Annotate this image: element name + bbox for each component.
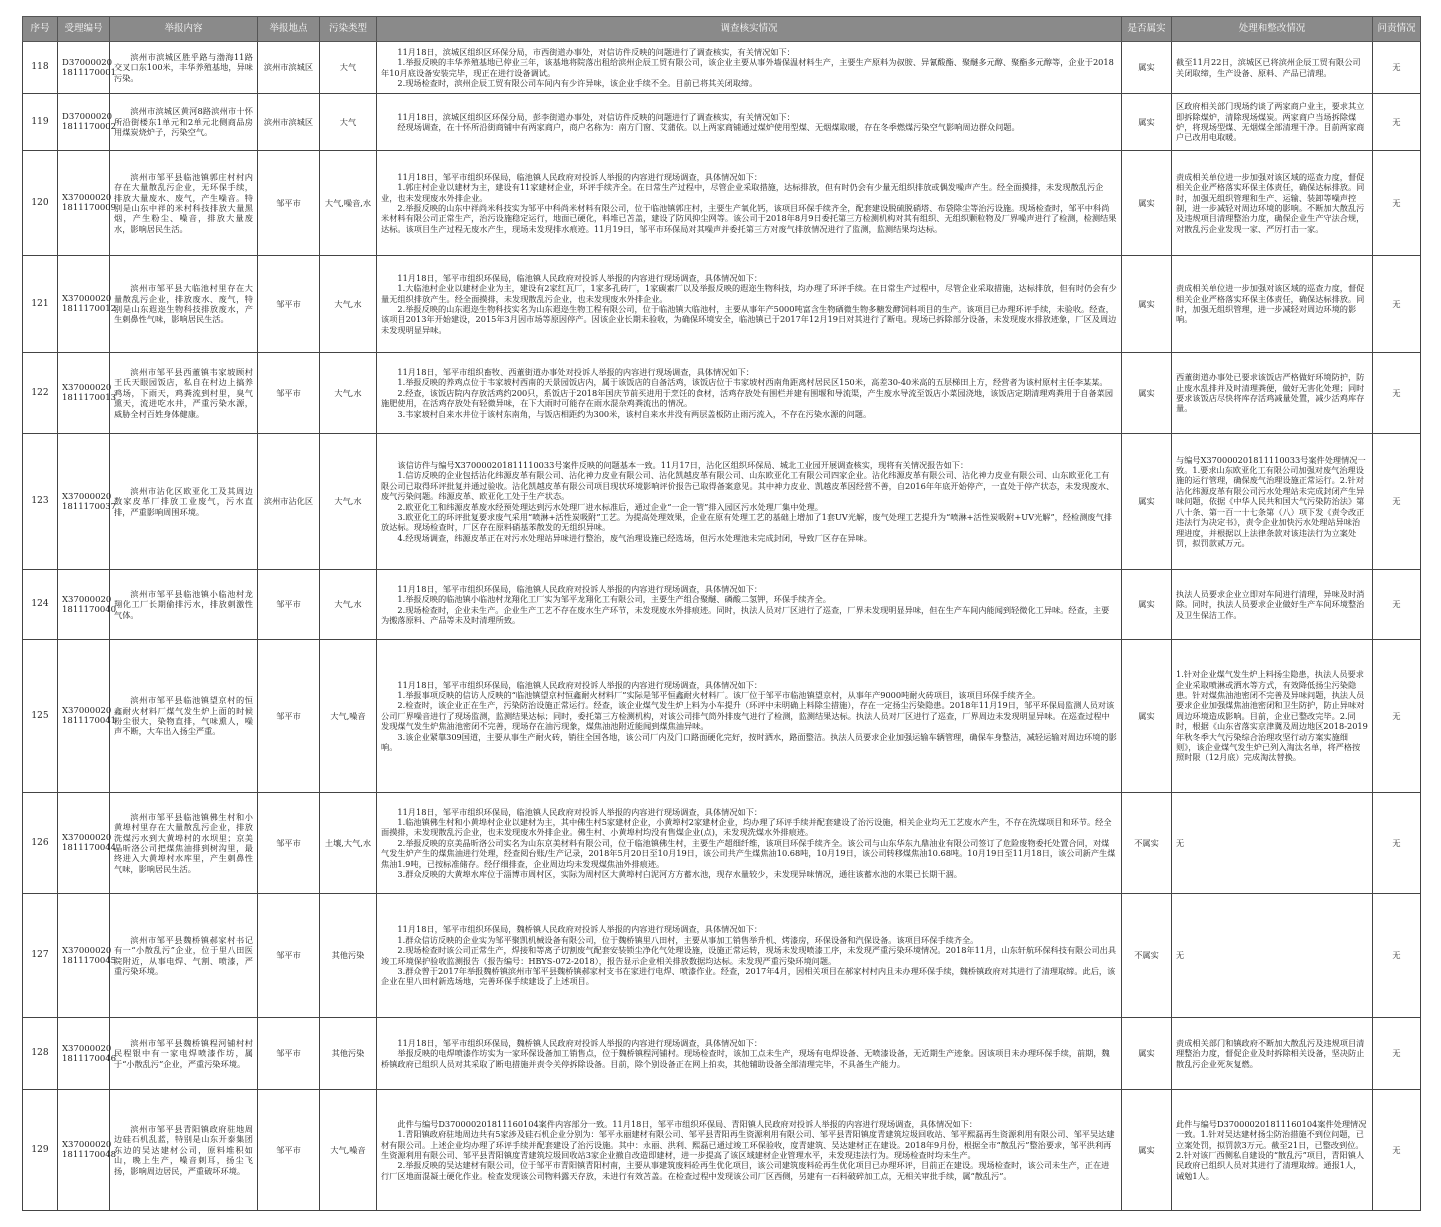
survey-paragraph: 2.举报反映的山东遐迩生物科技实名为山东遐迩生物工程有限公司，位于临池镇大临池村，主要从事年产5000吨富含生物硒微生物多糖发酵饲料项目的生产。该项目已办理环评手续，未验收。经查，该项目2013年开始建设，2015年3月因市场等原因停产。因该企业长期未验收，为确保环境安全，临池镇已于2017年12月19日对其进行了断电。现场已拆除部分设备，未发现废水排放迹象，厂区及周边未发现明显异味。 — [381, 304, 1117, 335]
row-location: 邹平市 — [258, 151, 320, 256]
survey-paragraph: 举报反映的电焊喷漆作坊实为一家环保设备加工销售点，位于魏桥镇程河铺村。现场检查时，该加工点未生产，现场有电焊设备、无喷漆设备，无近期生产迹象。因该项目未办理环保手续，前期，魏桥镇政府已组织人员对其采取了断电措施并责令关停拆除设备。目前，除个别设备正在网上拍卖，其他辅助设备全部清理完毕，不具备生产能力。 — [381, 1048, 1110, 1069]
survey-paragraph: 1.郭庄村企业以建材为主，建设有11家建材企业，环评手续齐全。在日常生产过程中，尽管企业采取措施，达标排放，但有时仍会有少量无组织排放或偶发噪声产生。经全面摸排，未发现散乱污企业，也未发现废水外排企业。 — [381, 182, 1104, 203]
survey-paragraph: 11月18日，滨城区组织区环保分局，市西街道办事处，对信访件反映的问题进行了调查核实，有关情况如下： — [397, 46, 795, 57]
survey-paragraph: 1.举报反映的丰华养殖基地已停业三年，该基地将院落出租给滨州企辰工贸有限公司，该企业主要从事外墙保温材料生产，主要生产原料为叔胺、异氰酸酯、聚醚多元醇、聚酯多元醇等，企业于2018年10月底设备安装完毕，现正在进行设备调试。 — [381, 57, 1114, 78]
table-row — [23, 151, 1421, 256]
survey-paragraph: 11月18日，邹平市组织环保局，魏桥镇人民政府对投诉人举报的内容进行现场调查，具体情况如下： — [397, 1037, 763, 1048]
survey-paragraph: 2.现场检查时，企业未生产。企业生产工艺不存在废水生产环节，未发现废水外排痕迹。同时，执法人员对厂区进行了巡查，厂界未发现明显异味，但在生产车间内能闻到轻微化工异味。经查，主要为搬落原料、产品等未及时清理所致。 — [381, 604, 1110, 625]
row-verified: 属实 — [1122, 1018, 1172, 1090]
survey-paragraph: 该信访件与编号X370000201811110033号案件反映的问题基本一致。11月17日，沾化区组织环保局、城北工业园开展调查核实，现将有关情况报告如下： — [397, 459, 969, 470]
row-pollution: 其他污染 — [320, 894, 377, 1018]
row-accountability: 无 — [1373, 640, 1421, 793]
row-id: X37000020 1811170044 — [58, 793, 110, 894]
row-accountability: 无 — [1373, 1090, 1421, 1211]
header-seq: 序号 — [23, 17, 58, 42]
survey-paragraph: 1.大临池村企业以建材企业为主，建设有2家红瓦厂，1家多孔砖厂，1家碳素厂以及举报反映的遐迩生物科技，均办理了环评手续。在日常生产过程中，尽管企业采取措施，达标排放，但有时仍会有少量无组织排放产生。经全面摸排，未发现散乱污企业，也未发现废水外排企业。 — [381, 283, 1117, 304]
survey-paragraph: 1.举报反映的养鸡点位于韦家坡村西南的天景园饭店内，属于该饭店的自备活鸡，该饭店位于韦家坡村西南角距离村居民区150米，高差30-40米高的五层梯田上方，经营者为该村原村主任李某某。 — [397, 377, 1108, 388]
row-accountability: 无 — [1373, 570, 1421, 640]
row-survey — [377, 570, 1122, 640]
row-handling: 责成相关部门和镇政府不断加大散乱污及违规项目清理整治力度，督促企业及时拆除相关设备，坚决防止散乱污企业死灰复燃。 — [1172, 1018, 1373, 1090]
row-survey — [377, 1090, 1122, 1211]
row-survey — [377, 434, 1122, 570]
row-id: X37000020 1811170037 — [58, 434, 110, 570]
row-pollution: 大气 — [320, 42, 377, 94]
row-seq: 125 — [23, 640, 58, 793]
row-handling: 执法人员要求企业立即对车间进行清理，异味及时消除。同时，执法人员要求企业做好生产车间环境整治及卫生保洁工作。 — [1172, 570, 1373, 640]
survey-paragraph: 1.青阳镇政府驻地周边共有5家涉及硅石机企业分别为：邹平永丽建材有限公司、邹平县青阳再生资源利用有限公司、邹平县青阳镇度青建筑垃圾回收站、邹平熙磊再生资源利用有限公司、邹平吴达建材有限公司。上述企业均办理了环评手续并配套建设了治污设施。其中：永丽、洪利、熙磊已通过竣工环保验收，度青建筑、吴达建材正在建设。2018年9月份，根据全市“散乱污”整治要求，邹平洪利再生资源利用有限公司、邹平县青阳镇度青建筑垃圾回收站3家企业撤自改造即建材，进一步提高了该区域建材企业管理水平，未发现违法行为。现场检查时均未生产。 — [381, 1129, 1115, 1160]
row-survey — [377, 42, 1122, 94]
row-location: 邹平市 — [258, 570, 320, 640]
survey-paragraph: 4.经现场调查，纬源皮革正在对污水处理站异味进行整治，废气治理设施已经选场，但污水处理池未完成封闭，导致厂区存在异味。 — [397, 532, 872, 543]
survey-paragraph: 2.举报反映的山东中祥尚米科技实为邹平中科尚米材料有限公司，位于临池镇郭庄村，主要生产氧化钙，该项目环保手续齐全，配套建设脱硫脱硝塔、布袋除尘等治污设施。现场检查时，邹平中科尚米材料有限公司正常生产，治污设施稳定运行，地面已硬化，料堆已苫盖，建设了防风抑尘网等。该公司于2018年8月9日委托第三方检测机构对其有组织、无组织颗粒物及厂界噪声进行了检测，检测结果达标。该项目生产过程无废水产生，现场未发现排水痕迹。11月19日，邹平市环保局对其噪声并委托第三方对废气排放情况进行了监测，监测结果均达标。 — [381, 203, 1117, 234]
row-location: 滨州市滨城区 — [258, 42, 320, 94]
row-id: D37000020 1811170001 — [58, 42, 110, 94]
row-seq: 122 — [23, 353, 58, 434]
table-row — [23, 256, 1421, 353]
row-handling: 截至11月22日，滨城区已将滨州企辰工贸有限公司关闭取缔，生产设备、原料、产品已清理。 — [1172, 42, 1373, 94]
row-location: 邹平市 — [258, 793, 320, 894]
row-accountability: 无 — [1373, 256, 1421, 353]
table-row — [23, 94, 1421, 151]
row-content: 滨州市邹平县大临池村里存在大量散乱污企业，排放废水、废气，特别是山东遐迩生物科技排放废水，产生刺鼻性气味，影响居民生活。 — [110, 256, 258, 353]
survey-paragraph: 1.信访反映的企业包括沾化纬源皮革有限公司、沾化神力皮业有限公司、沾化凯越皮革有限公司、山东欧亚化工有限公司四家企业。沾化纬源皮革有限公司、沾化神力皮业有限公司、山东欧亚化工有限公司已取得环评批复并通过验收。沾化凯越皮革有限公司项目现状环境影响评价报告已取得备案意见。其中神力皮业、凯越皮革因经营不善，自2016年年底开始停产，一直处于停产状态，未发现废水、废气污染问题。纬源皮革、欧亚化工处于生产状态。 — [381, 470, 1115, 502]
row-verified: 属实 — [1122, 353, 1172, 434]
row-content: 滨州市邹平县临池镇望京村的恒鑫耐火材料厂煤气发生炉上面的时候粉尘很大，染物直排，气味熏人，噪声不断，大车出入扬尘严重。 — [110, 640, 258, 793]
row-content: 滨州市邹平县青阳镇政府驻地周边硅石机乱蓝，特别是山东开泰集团东边的吴达建材公司，原料堆积如山，晚上生产，噪音刺耳，扬尘飞扬，影响周边居民，严重破坏环境。 — [110, 1090, 258, 1211]
survey-paragraph: 经现场调查，在十怀所沿街商铺中有两家商户，商户名称为：南方门窗、艾蒲依。以上两家商铺通过煤炉使用型煤、无烟煤取暖，存在冬季燃煤污染空气影响周边群众问题。 — [397, 122, 1020, 132]
header-id: 受理编号 — [58, 17, 110, 42]
row-seq: 129 — [23, 1090, 58, 1211]
table-row — [23, 1018, 1421, 1090]
row-accountability: 无 — [1373, 42, 1421, 94]
row-survey — [377, 94, 1122, 151]
row-accountability: 无 — [1373, 894, 1421, 1018]
row-seq: 128 — [23, 1018, 58, 1090]
row-id: X37000020 1811170046 — [58, 1018, 110, 1090]
complaint-table — [22, 16, 1421, 1211]
table-row — [23, 894, 1421, 1018]
table-row — [23, 353, 1421, 434]
row-seq: 119 — [23, 94, 58, 151]
row-location: 滨州市沾化区 — [258, 434, 320, 570]
row-pollution: 大气,水 — [320, 256, 377, 353]
survey-paragraph: 11月18日，邹平市组织环保局，临池镇人民政府对投诉人举报的内容进行现场调查，具体情况如下： — [397, 171, 763, 182]
row-verified: 属实 — [1122, 42, 1172, 94]
row-handling: 责成相关单位进一步加强对该区域的巡查力度，督促相关企业严格落实环保主体责任，确保达标排放。同时，加强无组织管理，进一步减轻对周边环境的影响。 — [1172, 256, 1373, 353]
survey-paragraph: 1.群众信访反映的企业实为邹平聚凯机械设备有限公司，位于魏桥镇里八田村，主要从事加工销售举升机、烤漆房，环保设备和汽保设备。该项目环保手续齐全。 — [397, 934, 979, 945]
row-verified: 不属实 — [1122, 894, 1172, 1018]
survey-paragraph: 2.现场检查时，滨州企辰工贸有限公司车间内有少许异味，该企业手续不全。目前已将其关闭取缔。 — [397, 77, 758, 88]
row-verified: 属实 — [1122, 1090, 1172, 1211]
row-id: X37000020 1811170012 — [58, 256, 110, 353]
survey-paragraph: 11月18日，邹平市组织畜牧、西董街道办事处对投诉人举报的内容进行现场调查，具体情况如下： — [397, 366, 754, 377]
row-pollution: 其他污染 — [320, 1018, 377, 1090]
row-seq: 127 — [23, 894, 58, 1018]
header-survey: 调查核实情况 — [377, 17, 1122, 42]
table-row — [23, 42, 1421, 94]
row-survey — [377, 640, 1122, 793]
row-pollution: 大气,噪音 — [320, 1090, 377, 1211]
row-verified: 属实 — [1122, 94, 1172, 151]
row-id: X37000020 1811170048 — [58, 1090, 110, 1211]
row-pollution: 大气,噪音,水 — [320, 151, 377, 256]
row-location: 邹平市 — [258, 640, 320, 793]
row-accountability: 无 — [1373, 793, 1421, 894]
survey-paragraph: 2.举报反映的京美晶昕洛公司实名为山东京美材料有限公司，位于临池镇佛生村，主要生产超细纤维，该项目环保手续齐全。该公司与山东华东九鼎油业有限公司签订了危险废物委托处置合同，对煤气发生炉产生的煤焦油进行处理，经查阅台账/生产记录，2018年5月20日至10月19日，该公司共产生煤焦油10.68吨，10月19日，该公司转移煤焦油10.68吨。10月19日至11月18日，该公司新产生煤焦油1.9吨，已按标准储存。经仔细排查，企业周边均未发现煤焦油外排痕迹。 — [381, 837, 1116, 869]
row-content: 滨州市邹平县临池镇郭庄村村内存在大量散乱污企业，无环保手续，排放大量废水、废气，产生噪音。特别是山东中祥的米村科技排放大量黑烟，产生粉尘、噪音，排放大量废水，影响居民生活。 — [110, 151, 258, 256]
report-table-container — [22, 16, 1420, 1211]
survey-paragraph: 1.举报反映的临池镇小临池村龙翔化工厂实为邹平龙翔化工有限公司，主要生产组合聚醚、磷酸二氢钾，环保手续齐全。 — [397, 594, 831, 605]
row-handling: 1.针对企业煤气发生炉上料扬尘隐患，执法人员要求企业采取喷淋或洒水等方式，有效降低扬尘污染隐患。针对煤焦油池密闭不完善及异味问题，执法人员要求企业加强煤焦油池密闭和卫生防护，防止异味对周边环境造成影响。目前，企业已整改完毕。2.同时，根据《山东省落实京津冀及周边地区2018-2019年秋冬季大气污染综合治理攻坚行动方案实施细则》，该企业煤气发生炉已列入淘汰名单，将严格按照时限（12月底）完成淘汰替换。 — [1172, 640, 1373, 793]
header-pollution: 污染类型 — [320, 17, 377, 42]
table-body — [23, 42, 1421, 1211]
survey-paragraph: 3.群众曾于2017年举报魏桥镇滨州市邹平县魏桥镇郝家村支书在家进行电焊、喷漆作业。经查，2017年4月，因相关项目在郝家村村内且未办理环保手续，魏桥镇政府对其进行了清理取缔。此后，该企业在里八田村新选场地，完善环保手续建设了上述项目。 — [381, 965, 1116, 987]
row-id: X37000020 1811170045 — [58, 894, 110, 1018]
row-pollution: 大气 — [320, 94, 377, 151]
row-seq: 121 — [23, 256, 58, 353]
table-row — [23, 570, 1421, 640]
survey-paragraph: 此件与编号D370000201811160104案件内容部分一致。11月18日，邹平市组织环保局、青阳镇人民政府对投诉人举报的内容进行现场调查，具体情况如下： — [397, 1118, 978, 1129]
survey-paragraph: 1.举报事项反映的信访人反映的“临池镇望京村恒鑫耐火材料厂”实际是邹平恒鑫耐火材料厂。该厂位于邹平市临池镇望京村，从事年产9000吨耐火砖项目，该项目环保手续齐全。 — [397, 689, 1041, 700]
row-survey — [377, 353, 1122, 434]
row-id: X37000020 1811170041 — [58, 640, 110, 793]
row-content: 滨州市沾化区欧亚化工及其周边数家皮革厂排放工业废气，污水直排，严重影响周围环境。 — [110, 434, 258, 570]
row-survey — [377, 1018, 1122, 1090]
survey-paragraph: 3.群众反映的大黄埠水库位于淄博市周村区，实际为周村区大黄埠村白泥河方方蓄水池，现存水量较少，未发现异味情况，通往该蓄水池的水渠已长期干涸。 — [397, 869, 962, 880]
header-accountability: 问责情况 — [1373, 17, 1421, 42]
row-seq: 118 — [23, 42, 58, 94]
survey-paragraph: 11月18日，滨城区组织区环保分局，彭李街道办事处，对信访件反映的问题进行了调查核实，有关情况如下： — [397, 111, 795, 122]
row-handling: 无 — [1172, 793, 1373, 894]
header-verified: 是否属实 — [1122, 17, 1172, 42]
row-id: D37000020 1811170002 — [58, 94, 110, 151]
row-content: 滨州市滨城区胜乎路与渤海11路交叉口东100米，丰华养殖基地，异味污染。 — [110, 42, 258, 94]
row-pollution: 大气,水 — [320, 353, 377, 434]
row-id: X37000020 1811170040 — [58, 570, 110, 640]
row-content: 滨州市邹平县魏桥镇程河铺村村民程银中有一家电焊喷漆作坊，属于“小散乱污”企业，严重污染环境。 — [110, 1018, 258, 1090]
table-row — [23, 434, 1421, 570]
row-handling: 与编号X370000201811110033号案件处理情况一致。1.要求山东欧亚化工有限公司加强对废气治理设施的运行管理，确保废气治理设施正常运行。2.针对沾化纬源皮革有限公司污水处理站未完成封闭产生异味问题，依据《中华人民共和国大气污染防治法》第八十条、第一百一十七条第（八）项下发《责令改正违法行为决定书》，责令企业加快污水处理站异味治理进度，并根据以上法律条款对该违法行为立案处罚，拟罚款贰万元。 — [1172, 434, 1373, 570]
row-content: 滨州市滨城区黄河8路滨州市十怀所沿街楼东1单元和2单元北侧商品房用煤炭烧炉子，污染空气。 — [110, 94, 258, 151]
row-pollution: 土壤,大气,水 — [320, 793, 377, 894]
survey-paragraph: 11月18日，邹平市组织环保局，临池镇人民政府对投诉人举报的内容进行现场调查，具体情况如下： — [397, 272, 763, 283]
row-survey — [377, 256, 1122, 353]
row-location: 滨州市滨城区 — [258, 94, 320, 151]
header-location: 举报地点 — [258, 17, 320, 42]
row-id: X37000020 1811170013 — [58, 353, 110, 434]
row-content: 滨州市邹平县临池镇小临池村龙翔化工厂长期偷排污水，排放刺激性气体。 — [110, 570, 258, 640]
row-pollution: 大气,水 — [320, 434, 377, 570]
row-accountability: 无 — [1373, 94, 1421, 151]
row-accountability: 无 — [1373, 151, 1421, 256]
row-location: 邹平市 — [258, 1018, 320, 1090]
row-content: 滨州市邹平县临池镇佛生村和小黄埠村里存在大量散乱污企业，排放洗煤污水到大黄埠村的水坝里；京美晶昕洛公司把煤焦油排到树沟里，最终进入大黄埠村水库里，产生刺鼻性气味，影响居民生活。 — [110, 793, 258, 894]
table-header-row — [23, 17, 1421, 42]
row-content: 滨州市邹平县魏桥镇郝家村书记有一“小散乱污”企业，位于里八田医院附近，从事电焊、气割、喷漆，严重污染环境。 — [110, 894, 258, 1018]
table-row — [23, 793, 1421, 894]
row-verified: 属实 — [1122, 256, 1172, 353]
row-location: 邹平市 — [258, 1090, 320, 1211]
row-location: 邹平市 — [258, 353, 320, 434]
row-pollution: 大气,水 — [320, 570, 377, 640]
row-handling: 西董街道办事处已要求该饭店严格做好环境防护，防止废水乱排并及时清理粪便，做好无害化处理；同时要求该饭店尽快将库存活鸡减量处置，减少活鸡库存量。 — [1172, 353, 1373, 434]
table-row — [23, 1090, 1421, 1211]
header-handling: 处理和整改情况 — [1172, 17, 1373, 42]
row-seq: 120 — [23, 151, 58, 256]
row-location: 邹平市 — [258, 256, 320, 353]
row-verified: 属实 — [1122, 151, 1172, 256]
survey-paragraph: 3.该企业紧靠309国道，主要从事生产耐火砖，销往全国各地，该公司厂内及门口路面硬化完好，按时洒水，路面整洁。执法人员要求企业加强运输车辆管理，确保车身整洁，减轻运输对周边环境的影响。 — [381, 731, 1117, 753]
row-accountability: 无 — [1373, 1018, 1421, 1090]
row-seq: 124 — [23, 570, 58, 640]
row-survey — [377, 151, 1122, 256]
row-location: 邹平市 — [258, 894, 320, 1018]
row-pollution: 大气,噪音 — [320, 640, 377, 793]
survey-paragraph: 3.韦家坡村自来水井位于该村东南角，与饭店相距约为300米，该村自来水井没有两层盖板防止雨污流入，不存在污染水源的问题。 — [397, 408, 872, 419]
row-verified: 不属实 — [1122, 793, 1172, 894]
row-handling: 责成相关单位进一步加强对该区域的巡查力度，督促相关企业严格落实环保主体责任，确保达标排放。同时，加强无组织管理和生产、运输、装卸等噪声控制，进一步减轻对周边环境的影响。不断加大散乱污及违规项目清理整治力度，确保企业生产守法合规，对散乱污企业发现一家、严厉打击一家。 — [1172, 151, 1373, 256]
row-verified: 属实 — [1122, 640, 1172, 793]
survey-paragraph: 2.举报反映的吴达建材有限公司，位于邹平市青阳镇青阳村南，主要从事建筑废料砼再生优化项目，该公司建筑废料砼再生优化项目已办理环评，目前正在建设。现场检查时，该公司未生产，正在进行厂区地面混凝土硬化作业。检查发现该公司物料露天存放，未进行有效苫盖。在检查过程中发现该公司厂区西侧，另建有一石料破碎加工点，无相关审批手续，属“散乱污”。 — [381, 1160, 1110, 1181]
row-handling: 区政府相关部门现场约谈了两家商户业主，要求其立即拆除煤炉，清除现场煤炭。两家商户当场拆除煤炉，将现场型煤、无烟煤全部清理干净。目前两家商户已改用电取暖。 — [1172, 94, 1373, 151]
row-verified: 属实 — [1122, 434, 1172, 570]
row-accountability: 无 — [1373, 434, 1421, 570]
row-survey — [377, 793, 1122, 894]
survey-paragraph: 3.欧亚化工的环评批复要求废气采用“喷淋+活性炭吸附”工艺。为提高处理效果，企业在原有处理工艺的基础上增加了1套UV光解，废气处理工艺提升为“喷淋+活性炭吸附+UV光解”，经检测废气排放达标。现场检查时，厂区存在原料硝基苯散发的无组织异味。 — [381, 511, 1112, 533]
survey-paragraph: 11月18日，邹平市组织环保局，临池镇人民政府对投诉人举报的内容进行现场调查，具体情况如下： — [397, 583, 763, 594]
row-seq: 123 — [23, 434, 58, 570]
survey-paragraph: 11月18日，邹平市组织环保局，魏桥镇人民政府对投诉人举报的内容进行现场调查，具体情况如下： — [397, 924, 763, 935]
row-accountability: 无 — [1373, 353, 1421, 434]
survey-paragraph: 2.现场检查时该公司正常生产，焊接和等离子切割废气配套安装锁尘净化气处理设施，设施正常运转，现场未发现喷漆工序，未发现严重污染环境情况。2018年11月，山东轩航环保科技有限公司出具竣工环境保护验收监测报告（报告编号：HBYS-072-2018），报告显示企业相关排放数据均达标。未发现严重污染环境问题。 — [381, 945, 1117, 966]
survey-paragraph: 11月18日，邹平市组织环保局，临池镇人民政府对投诉人举报的内容进行现场调查，具体情况如下： — [397, 806, 763, 817]
row-survey — [377, 894, 1122, 1018]
row-content: 滨州市邹平县西董镇韦家坡顾村王氏天眼园饭店，私自在村边上搞养鸡场，下雨天，鸡粪流到村里，臭气熏天，流进吃水井，严重污染水源，威胁全村百姓身体健康。 — [110, 353, 258, 434]
survey-paragraph: 2.经查，该饭店院内存放活鸡约200只，系饭店于2018年国庆节前买进用于烹饪的食材，活鸡存放处有围栏并建有围堰和导流渠，产生废水导流至饭店小菜园浇地，该饭店定期清理鸡粪用于自备菜园施肥使用，在活鸡存放处有轻微异味，在下大雨时可能存在雨水混杂鸡粪流出的情况。 — [381, 387, 1114, 409]
survey-paragraph: 1.临池镇佛生村和小黄埠村企业以建材为主，其中佛生村5家建材企业，小黄埠村2家建材企业，均办理了环评手续并配套建设了治污设施，相关企业均无工艺废水产生，不存在洗煤项目和环节。经全面摸排，未发现散乱污企业，也未发现废水外排企业。佛生村、小黄埠村均没有售煤企业(点)，未发现洗煤水外排痕迹。 — [381, 816, 1112, 838]
survey-paragraph: 2.欧亚化工和纬源皮革废水经预处理达到污水处理厂进水标准后，通过企业“一企一管”排入园区污水处理厂集中处理。 — [397, 501, 823, 512]
survey-paragraph: 11月18日，邹平市组织环保局，临池镇人民政府对投诉人举报的内容进行现场调查，具体情况如下： — [397, 679, 763, 690]
row-handling: 此件与编号D370000201811160104案件处理情况一致。1.针对吴达建材扬尘防治措施不到位问题，已立案处罚，拟罚款3万元。截至21日，已整改到位。2.针对该厂西侧私自建设的“散乱污”项目，青阳镇人民政府已组织人员对其进行了清理取缔。通报1人，诫勉1人。 — [1172, 1090, 1373, 1211]
row-handling: 无 — [1172, 894, 1373, 1018]
row-id: X37000020 1811170009 — [58, 151, 110, 256]
survey-paragraph: 2.检查时，该企业正在生产，污染防治设施正常运行。经查，该企业煤气发生炉上料为小车提升（环评中未明确上料除尘措施），存在一定扬尘污染隐患。2018年11月19日，邹平环保局监测人员对该公司厂界噪音进行了现场监测，监测结果达标；同时，委托第三方检测机构，对该公司排气筒外排废气进行了检测，监测结果达标。执法人员对厂区进行了巡查，厂界周边未发现明显异味。在巡查过程中发现煤气发生炉焦油池密闭不完善，现场存在油污现象，煤焦油池附近能闻到煤焦油异味。 — [381, 700, 1115, 732]
row-seq: 126 — [23, 793, 58, 894]
table-row — [23, 640, 1421, 793]
header-content: 举报内容 — [110, 17, 258, 42]
row-verified: 属实 — [1122, 570, 1172, 640]
